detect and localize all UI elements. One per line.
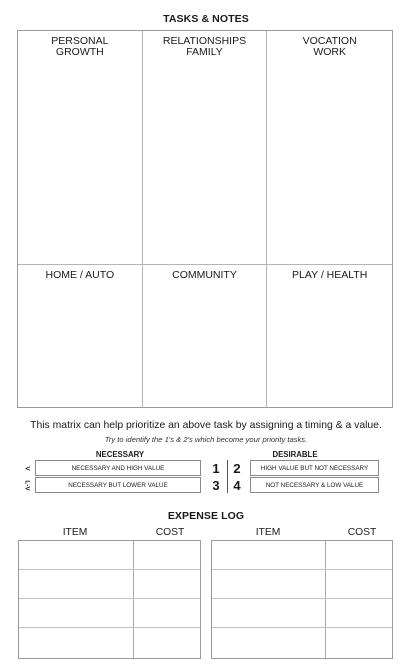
matrix-row xyxy=(21,460,379,476)
cell-label-line1: RELATIONSHIPS xyxy=(162,35,247,47)
cell-label-line1: VOCATION xyxy=(302,35,357,47)
expense-column-divider xyxy=(325,541,326,658)
expense-row-line xyxy=(19,598,200,599)
cell-community[interactable] xyxy=(143,265,268,407)
matrix-number-1: 1 xyxy=(212,460,220,476)
tasks-notes-grid xyxy=(17,30,393,408)
matrix-cell-necessary-high: NECESSARY AND HIGH VALUE xyxy=(35,460,201,476)
necessary-header: NECESSARY xyxy=(95,450,145,459)
matrix-cell-necessary-lower: NECESSARY BUT LOWER VALUE xyxy=(35,477,201,493)
desirable-header: DESIRABLE xyxy=(272,450,318,459)
expense-row-line xyxy=(212,569,392,570)
expense-row-line xyxy=(212,598,392,599)
cell-label-line2: WORK xyxy=(313,46,346,58)
cell-label-line2: GROWTH xyxy=(55,46,104,58)
matrix-side-label: V xyxy=(24,465,31,471)
expense-column-divider xyxy=(133,541,134,658)
cell-label-line1: PERSONAL xyxy=(51,35,109,47)
cell-home-auto[interactable] xyxy=(18,265,143,407)
matrix-cell-not-necessary-low: NOT NECESSARY & LOW VALUE xyxy=(250,477,379,493)
expense-column-item: ITEM xyxy=(255,527,281,538)
cell-label-line1: PLAY / HEALTH xyxy=(292,269,368,281)
matrix-side-label: L-V xyxy=(23,479,31,491)
expense-table-right xyxy=(211,540,393,659)
expense-column-cost: COST xyxy=(347,527,377,538)
cell-play-health[interactable] xyxy=(267,265,392,407)
matrix-number-3: 3 xyxy=(212,477,220,493)
expense-column-cost: COST xyxy=(155,527,185,538)
matrix-intro-text: This matrix can help prioritize an above task by assigning a timing & a value. xyxy=(30,420,382,431)
matrix-number-divider xyxy=(227,460,228,493)
matrix-number-2: 2 xyxy=(233,460,241,476)
cell-label-line1: COMMUNITY xyxy=(172,269,237,281)
cell-personal-growth[interactable] xyxy=(18,31,143,265)
cell-label-line2: FAMILY xyxy=(186,46,223,58)
matrix-cell-high-not-necessary: HIGH VALUE BUT NOT NECESSARY xyxy=(250,460,379,476)
matrix-number-4: 4 xyxy=(233,477,241,493)
cell-relationships-family[interactable] xyxy=(143,31,268,265)
cell-vocation-work[interactable] xyxy=(267,31,392,265)
expense-row-line xyxy=(19,627,200,628)
matrix-hint-text: Try to identify the 1's & 2's which become your priority tasks. xyxy=(104,435,308,444)
expense-column-item: ITEM xyxy=(62,527,88,538)
cell-label-line1: HOME / AUTO xyxy=(45,269,115,281)
expense-row-line xyxy=(212,627,392,628)
expense-row-line xyxy=(19,569,200,570)
expense-table-left xyxy=(18,540,201,659)
priority-matrix xyxy=(21,460,379,493)
tasks-notes-title: TASKS & NOTES xyxy=(163,13,249,25)
expense-log-title: EXPENSE LOG xyxy=(167,510,245,522)
matrix-row xyxy=(21,477,379,493)
